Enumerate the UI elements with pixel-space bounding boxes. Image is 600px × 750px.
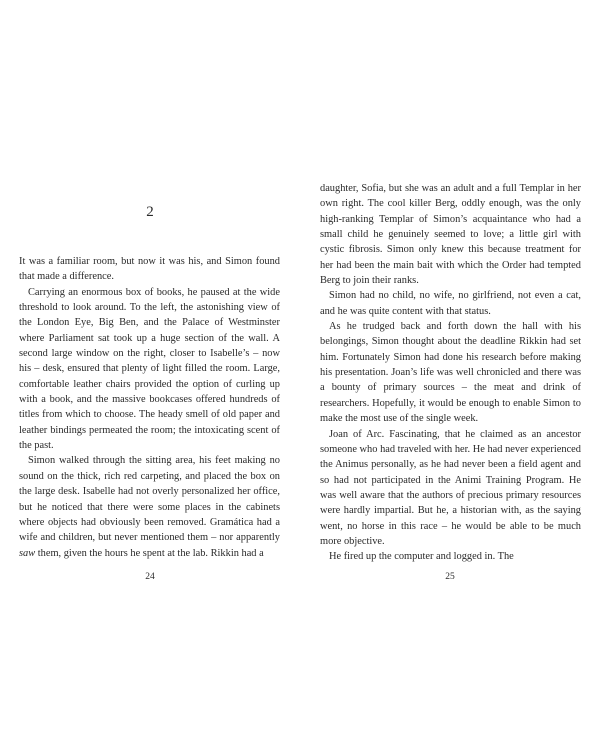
paragraph: He fired up the computer and logged in. The	[329, 551, 514, 563]
emphasized-word: saw	[19, 547, 36, 559]
paragraph: Carrying an enormous box of books, he paused at the wide threshold to look around. To the left, the astonishing view of the London Eye, Big Ben, and the Palace of Westminster where Parliament sat took up a huge section of the wall. A second large window on the right, closer to Isabelle’s – now his – desk, ensured that plenty of light filled the room. Large, comfortable leather chairs provided the option of curling up with a book, and the massive bookcases offered hundreds of titles from which to choose. The heady smell of old paper and leather bindings permeated the room; the intoxicating scent of the past.	[19, 286, 280, 452]
paragraph	[19, 453, 280, 560]
paragraph: As he trudged back and forth down the hall with his belongings, Simon thought about the deadline Rikkin had set him. Fortunately Simon had done his research before making his presentation. Joan’s life was well chronicled and there was a bounty of primary sources – the meat and drink of researchers. Hopefully, it would be enough to enable Simon to make the most use of the single week.	[320, 321, 581, 425]
paragraph-text: Simon walked through the sitting area, his feet making no sound on the thick, rich red carpeting, and placed the box on the large desk. Isabelle had not overly personalized her office, but he noticed that there were some places in the cabinets where objects had obviously been removed. Gramática had a wife and children, but never mentioned them – nor apparently	[19, 455, 280, 544]
paragraph: It was a familiar room, but now it was his, and Simon found that made a difference.	[19, 256, 280, 283]
paragraph: Simon had no child, no wife, no girlfriend, not even a cat, and he was quite content with that status.	[320, 290, 581, 317]
right-page	[300, 0, 600, 750]
left-page-body	[19, 254, 280, 561]
page-number: 25	[445, 572, 455, 582]
right-page-body	[320, 181, 581, 565]
paragraph-text: them, given the hours he spent at the lab. Rikkin had a	[35, 547, 264, 559]
paragraph: daughter, Sofia, but she was an adult and a full Templar in her own right. The cool killer Berg, oddly enough, was the only high-ranking Templar of Simon’s acquaintance who had a small child he genuinely seemed to love; a little girl with cystic fibrosis. Simon only knew this because treatment for her had been the main bait with which the Order had tempted Berg to join their ranks.	[320, 183, 581, 287]
page-number: 24	[145, 572, 155, 582]
paragraph: Joan of Arc. Fascinating, that he claimed as an ancestor someone who had traveled with her. He had never experienced the Animus personally, as he had never been a field agent and so had not participated in the Animi Training Program. He was well aware that the authors of precious primary resources were hardly impartial. But he, a historian with, as the saying went, no horse in this race – he would be able to be much more objective.	[320, 428, 581, 547]
chapter-number: 2	[146, 204, 154, 220]
